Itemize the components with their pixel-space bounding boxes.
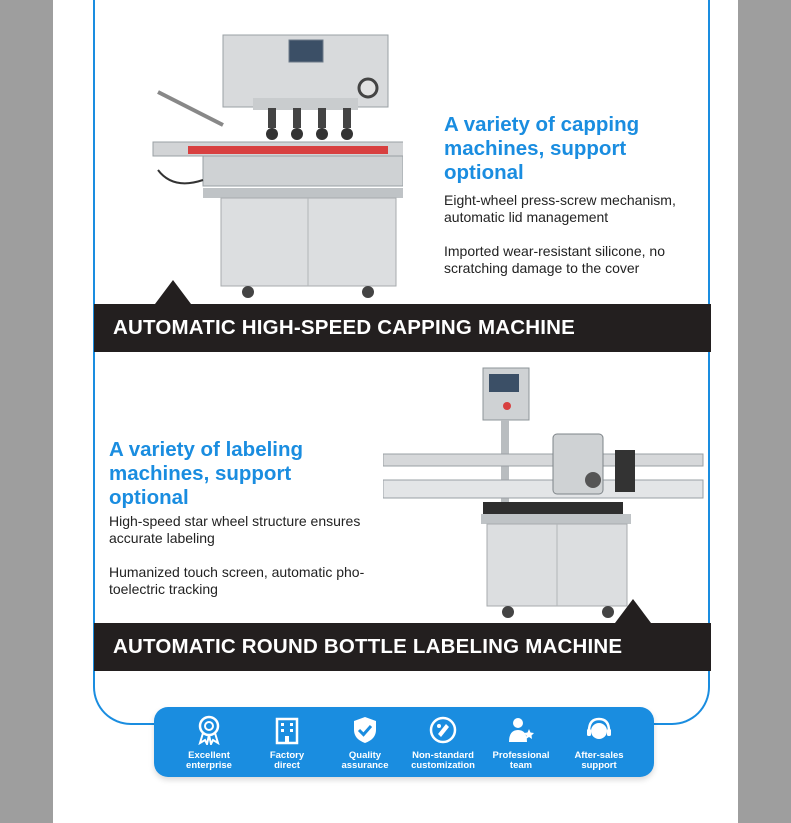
feature-label: Professional team bbox=[492, 750, 550, 771]
shield-check-icon bbox=[350, 715, 380, 745]
medal-icon bbox=[194, 715, 224, 745]
labeling-banner bbox=[94, 623, 711, 671]
feature-customization bbox=[403, 715, 483, 771]
feature-label: Non-standard customization bbox=[411, 750, 475, 771]
feature-after-sales-support bbox=[559, 715, 639, 771]
labeling-banner-title: AUTOMATIC ROUND BOTTLE LABELING MACHINE bbox=[113, 635, 623, 658]
capping-desc-2: Imported wear-resistant silicone, no scratching damage to the cover bbox=[444, 243, 665, 276]
team-icon bbox=[506, 715, 536, 745]
capping-banner bbox=[94, 304, 711, 352]
building-icon bbox=[272, 715, 302, 745]
labeling-desc-1: High-speed star wheel structure ensures accurate labeling bbox=[109, 513, 361, 546]
feature-label: Quality assurance bbox=[341, 750, 389, 771]
capping-heading: A variety of capping machines, support optional bbox=[444, 113, 640, 184]
capping-machine-photo bbox=[103, 30, 403, 305]
labeling-desc-2: Humanized touch screen, automatic pho- toelectric tracking bbox=[109, 564, 365, 597]
features-bar bbox=[154, 707, 654, 777]
page bbox=[53, 0, 738, 823]
feature-quality-assurance bbox=[325, 715, 405, 771]
feature-professional-team bbox=[481, 715, 561, 771]
banner-notch bbox=[615, 599, 651, 623]
feature-label: Excellent enterprise bbox=[186, 750, 232, 771]
feature-label: After-sales support bbox=[574, 750, 624, 771]
labeling-machine-photo bbox=[383, 362, 708, 627]
capping-desc-1: Eight-wheel press-screw mechanism, automatic lid management bbox=[444, 192, 676, 225]
customization-icon bbox=[428, 715, 458, 745]
banner-notch bbox=[155, 280, 191, 304]
capping-banner-title: AUTOMATIC HIGH-SPEED CAPPING MACHINE bbox=[113, 316, 576, 339]
feature-excellent-enterprise bbox=[169, 715, 249, 771]
support-icon bbox=[584, 715, 614, 745]
feature-label: Factory direct bbox=[269, 750, 305, 771]
labeling-heading: A variety of labeling machines, support optional bbox=[109, 438, 304, 509]
feature-factory-direct bbox=[247, 715, 327, 771]
